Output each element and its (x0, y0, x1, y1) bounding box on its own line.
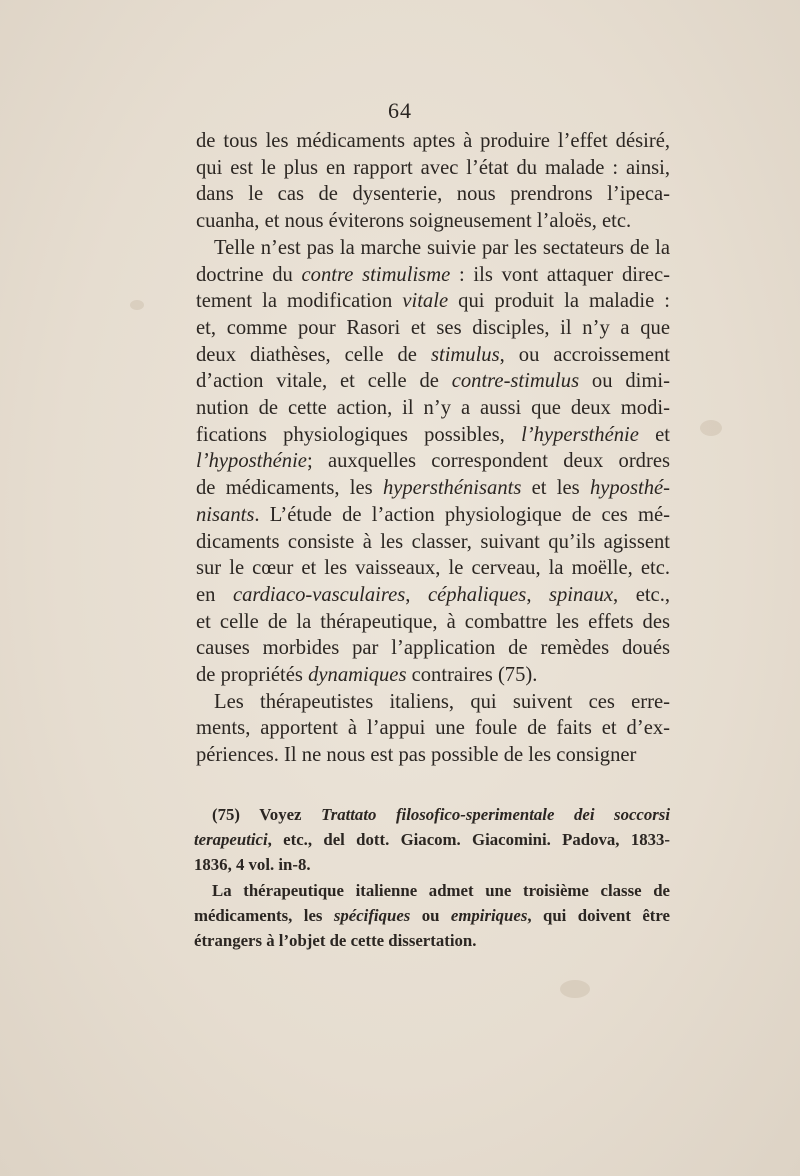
text-run: sur le cœur et les vaisseaux, le cerveau, la moëlle, etc. (196, 557, 670, 580)
text-run: ou dimi- (579, 370, 670, 393)
body-line (196, 395, 670, 422)
footnotes (194, 802, 670, 953)
body-line (196, 368, 670, 395)
body-line (196, 715, 670, 742)
body-line (196, 342, 670, 369)
body-line (196, 529, 670, 556)
paper-stain (700, 420, 722, 436)
text-run: de tous les médicaments aptes à produire l’effet désiré, (196, 130, 670, 152)
body-line (196, 475, 670, 502)
body-line (196, 662, 670, 689)
footnote-line (194, 802, 670, 827)
text-run: , qui doivent être (527, 905, 670, 925)
text-run: qui produit la maladie : (448, 290, 670, 313)
text-run: périences. Il ne nous est pas possible de les consigner (196, 744, 637, 767)
text-run: nution de cette action, il n’y a aussi que deux modi- (196, 397, 670, 420)
italic-text: empiriques (450, 905, 528, 925)
text-run: de propriétés (196, 664, 309, 687)
body-line (196, 315, 670, 342)
italic-text: nisants (196, 503, 255, 526)
body-line (196, 555, 670, 582)
italic-text: Trattato filosofico-sperimentale dei soccorsi (321, 805, 670, 824)
text-run: dans le cas de dysenterie, nous prendrons l’ipeca- (196, 183, 670, 206)
footnote-line (194, 928, 670, 953)
italic-text: stimulus (430, 343, 500, 366)
footnote-line (194, 827, 670, 852)
text-run: fications physiologiques possibles, (196, 423, 522, 446)
footnote-line (194, 903, 670, 928)
italic-text: spinaux (548, 583, 614, 606)
text-run: cuanha, et nous éviterons soigneusement l’aloës, etc. (196, 210, 632, 233)
italic-text: hypersthénisants (382, 477, 522, 500)
body-line (196, 181, 670, 208)
italic-text: vitale (402, 290, 449, 313)
body-line (196, 288, 670, 315)
body-line (196, 262, 670, 289)
text-run: étrangers à l’objet de cette dissertation. (194, 931, 477, 951)
body-line (196, 689, 670, 716)
text-run: causes morbides par l’application de remèdes doués (196, 637, 670, 660)
body-line (196, 448, 670, 475)
text-run: , ou accroissement (499, 343, 671, 366)
footnote-line (194, 878, 670, 903)
text-run: . L’étude de l’action physiologique de ces mé- (254, 503, 670, 526)
body-line (196, 582, 670, 609)
text-run: , (526, 583, 549, 606)
body-line (196, 609, 670, 636)
text-run: et (638, 423, 670, 446)
body-line (196, 128, 670, 155)
italic-text: cardiaco-vasculaires (232, 583, 406, 606)
text-run: contraires (75). (406, 664, 538, 687)
page-number: 64 (388, 98, 412, 123)
text-run: , etc., del dott. Giacom. Giacomini. Padova, 1833- (267, 830, 670, 850)
text-run: de médicaments, les (196, 477, 383, 500)
text-run: tement la modification (196, 290, 403, 313)
italic-text: l’hypersthénie (521, 423, 639, 446)
body-line (196, 422, 670, 449)
body-line (196, 208, 670, 235)
text-run: Les thérapeutistes italiens, qui suivent ces erre- (214, 690, 670, 713)
text-run: et, comme pour Rasori et ses disciples, il n’y a que (196, 316, 670, 339)
text-run: ments, apportent à l’appui une foule de faits et d’ex- (196, 717, 670, 740)
body-line (196, 502, 670, 529)
text-run: d’action vitale, et celle de (196, 370, 452, 393)
italic-text: hyposthé- (589, 477, 670, 500)
body-line (196, 742, 670, 769)
italic-text: dynamiques (308, 664, 407, 687)
italic-text: contre stimulisme (301, 263, 451, 286)
text-run: La thérapeutique italienne admet une troisième classe de (212, 880, 670, 900)
italic-text: terapeutici (194, 830, 268, 850)
text-run: Telle n’est pas la marche suivie par les sectateurs de la (214, 236, 670, 259)
text-run: : ils vont attaquer direc- (450, 263, 670, 286)
text-run: dicaments consiste à les classer, suivant qu’ils agissent (196, 530, 670, 553)
text-run: médicaments, les (194, 905, 334, 925)
text-run: doctrine du (196, 263, 302, 286)
italic-text: spécifiques (333, 905, 411, 925)
footnote-line (194, 852, 670, 877)
italic-text: contre-stimulus (451, 370, 580, 393)
text-run: en (196, 583, 233, 606)
body-text (196, 128, 670, 769)
body-line (196, 235, 670, 262)
italic-text: céphaliques (427, 583, 527, 606)
text-run: ; auxquelles correspondent deux ordres (306, 450, 670, 473)
text-run: qui est le plus en rapport avec l’état du malade : ainsi, (196, 156, 670, 179)
text-run: (75) Voyez (212, 805, 322, 824)
text-run: et les (521, 477, 590, 500)
body-line (196, 635, 670, 662)
text-run: et celle de la thérapeutique, à combattre les effets des (196, 610, 670, 633)
text-run: 1836, 4 vol. in-8. (194, 855, 311, 875)
text-run: , (405, 583, 428, 606)
body-line (196, 155, 670, 182)
paper-stain (130, 300, 144, 310)
text-run: deux diathèses, celle de (196, 343, 431, 366)
text-run: , etc., (613, 583, 670, 606)
italic-text: l’hyposthénie (196, 450, 307, 473)
text-run: ou (410, 905, 451, 925)
paper-stain (560, 980, 590, 998)
